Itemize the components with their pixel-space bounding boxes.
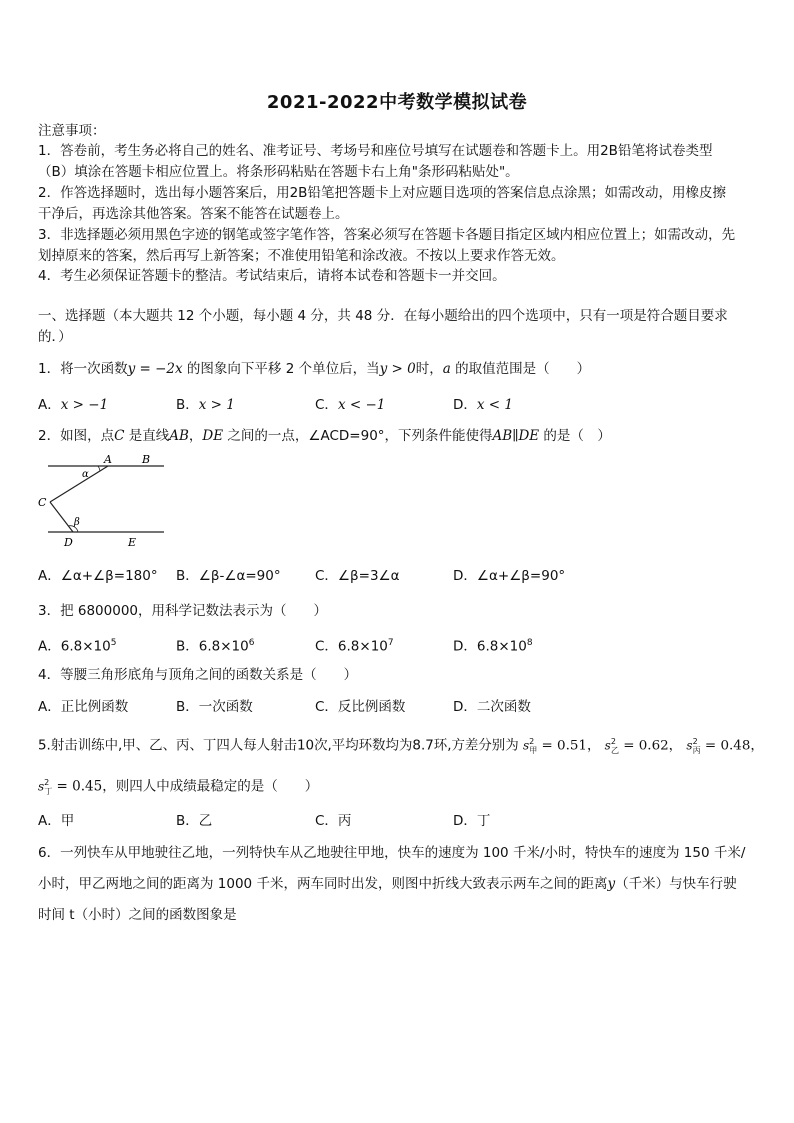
q1-option-d[interactable]: D．x < 1 <box>453 397 514 413</box>
q1-func: y = −2x <box>127 361 183 377</box>
question-1 <box>38 359 590 379</box>
notice-heading: 注意事项： <box>38 123 106 139</box>
section-heading-line-1: 一、选择题（本大题共 12 个小题，每小题 4 分，共 48 分．在每小题给出的四个选项中，只有一项是符合题目要求 <box>38 308 728 324</box>
angle-alpha-arc <box>98 466 100 471</box>
notice-line-7: 4．考生必须保证答题卡的整洁。考试结束后，请将本试卷和答题卡一并交回。 <box>38 268 506 284</box>
q3-option-c[interactable]: C．$6.8\times 10^7$ <box>315 638 394 655</box>
label-b: B <box>142 453 151 466</box>
label-c: C <box>38 496 47 509</box>
label-alpha: α <box>82 469 89 480</box>
q5-option-b[interactable]: B．乙 <box>176 813 213 829</box>
label-a: A <box>104 453 112 466</box>
segment-cd <box>50 502 73 532</box>
q1-var: a <box>442 361 451 377</box>
notice-line-1: 1．答卷前，考生务必将自己的姓名、准考证号、考场号和座位号填写在试题卷和答题卡上。用2B铅笔将试卷类型 <box>38 143 713 159</box>
q1-option-b[interactable]: B．x > 1 <box>176 397 235 413</box>
q1-end: 的取值范围是（ ） <box>450 361 591 377</box>
label-d: D <box>64 536 73 549</box>
question-5: 5.射击训练中,甲、乙、丙、丁四人每人射击10次,平均环数均为8.7环,方差分别为 $s^2_甲 = 0.51$， $s^2_乙 = 0.62$， $s^2_丙 = 0.48$， <box>38 737 764 756</box>
q1-pre: 1．将一次函数 <box>38 361 128 377</box>
q1-post: 时， <box>415 361 443 377</box>
q4-option-d[interactable]: D．二次函数 <box>453 699 531 715</box>
label-e: E <box>128 536 137 549</box>
variance-yi: 0.62 <box>638 738 669 754</box>
q1-option-a[interactable]: A．x > −1 <box>38 397 109 413</box>
q2-option-c[interactable]: C．∠β=3∠α <box>315 568 400 584</box>
q5-option-d[interactable]: D．丁 <box>453 813 491 829</box>
notice-line-5: 3．非选择题必须用黑色字迹的钢笔或签字笔作答，答案必须写在答题卡各题目指定区域内相应位置上；如需改动，先 <box>38 227 736 243</box>
question-2: 2．如图，点C 是直线AB，DE 之间的一点，∠ACD=90°，下列条件能使得AB∥DE 的是（ ） <box>38 428 611 444</box>
label-beta: β <box>74 517 80 528</box>
notice-line-6: 划掉原来的答案，然后再写上新答案；不准使用铅笔和涂改液。不按以上要求作答无效。 <box>38 248 565 264</box>
q2-option-a[interactable]: A．∠α+∠β=180° <box>38 568 158 584</box>
question-5-line-2: $s^2_丁 = 0.45$，则四人中成绩最稳定的是（ ） <box>38 778 319 797</box>
q4-option-a[interactable]: A．正比例函数 <box>38 699 129 715</box>
notice-line-3: 2．作答选择题时，选出每小题答案后，用2B铅笔把答题卡上对应题目选项的答案信息点涂黑；如需改动，用橡皮擦 <box>38 185 726 201</box>
q3-option-b[interactable]: B．$6.8\times 10^6$ <box>176 638 255 655</box>
q2-option-b[interactable]: B．∠β-∠α=90° <box>176 568 281 584</box>
q3-option-a[interactable]: A．$6.8\times 10^5$ <box>38 638 117 655</box>
q4-option-c[interactable]: C．反比例函数 <box>315 699 406 715</box>
q2-option-d[interactable]: D．∠α+∠β=90° <box>453 568 566 584</box>
variance-ding: 0.45 <box>72 778 103 795</box>
q3-option-d[interactable]: D．$6.8\times 10^8$ <box>453 638 533 655</box>
q4-option-b[interactable]: B．一次函数 <box>176 699 253 715</box>
variance-bing: 0.48 <box>720 738 751 754</box>
variance-jia: 0.51 <box>557 738 587 754</box>
notice-line-4: 干净后，再选涂其他答案。答案不能答在试题卷上。 <box>38 206 349 222</box>
q5-option-c[interactable]: C．丙 <box>315 813 352 829</box>
question-4: 4．等腰三角形底角与顶角之间的函数关系是（ ） <box>38 667 358 683</box>
question-6-line-2: 小时，甲乙两地之间的距离为 1000 千米，两车同时出发，则图中折线大致表示两车之间的距离y（千米）与快车行驶 <box>38 876 737 892</box>
q2-geometry-figure <box>38 452 168 552</box>
section-heading-line-2: 的．） <box>38 329 72 345</box>
segment-ca <box>50 466 108 502</box>
question-3: 3．把 6800000，用科学记数法表示为（ ） <box>38 603 328 619</box>
q1-cond: y > 0 <box>379 361 416 377</box>
q5-option-a[interactable]: A．甲 <box>38 813 75 829</box>
question-6-line-3: 时间 t（小时）之间的函数图象是 <box>38 907 237 923</box>
question-6-line-1: 6．一列快车从甲地驶往乙地，一列特快车从乙地驶往甲地，快车的速度为 100 千米/小时，特快车的速度为 150 千米/ <box>38 845 746 861</box>
q1-mid: 的图象向下平移 2 个单位后，当 <box>182 361 380 377</box>
page-title: 2021-2022中考数学模拟试卷 <box>266 92 528 113</box>
q1-option-c[interactable]: C．x < −1 <box>315 397 386 413</box>
notice-line-2: （B）填涂在答题卡相应位置上。将条形码粘贴在答题卡右上角"条形码粘贴处"。 <box>38 164 519 180</box>
